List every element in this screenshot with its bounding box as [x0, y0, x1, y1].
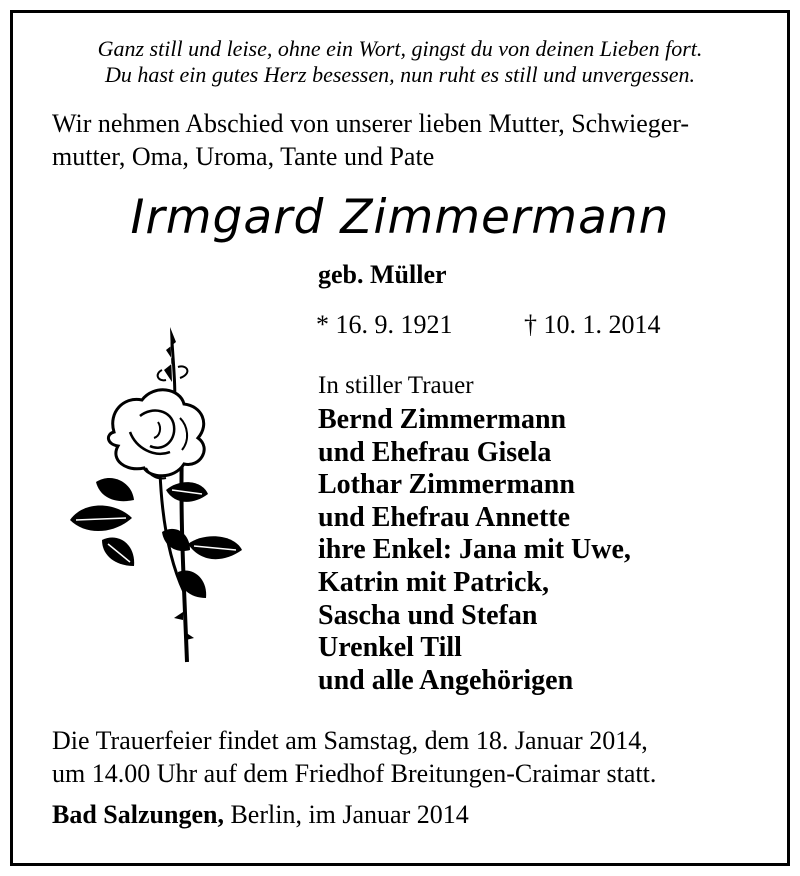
- mourner-line: Lothar Zimmermann: [318, 469, 575, 501]
- mourner-line: Katrin mit Patrick,: [318, 566, 549, 598]
- intro-line-2: mutter, Oma, Uroma, Tante und Pate: [52, 142, 435, 171]
- mourner-line: und Ehefrau Annette: [318, 501, 571, 533]
- death-date: † 10. 1. 2014: [524, 310, 661, 339]
- poem-line-2: Du hast ein gutes Herz besessen, nun ruht es still und unvergessen.: [104, 62, 696, 87]
- mourner-line: Sascha und Stefan: [318, 599, 538, 631]
- deceased-name: Irmgard Zimmermann: [130, 190, 670, 245]
- ceremony-text: [52, 724, 656, 790]
- intro-text: [52, 107, 772, 173]
- rose-icon: [62, 322, 247, 667]
- birth-name: geb. Müller: [318, 260, 447, 289]
- place-date-line: [52, 800, 469, 830]
- mourner-line: und Ehefrau Gisela: [318, 436, 552, 468]
- intro-line-1: Wir nehmen Abschied von unserer lieben Mutter, Schwieger-: [52, 109, 690, 138]
- place-rest: Berlin, im Januar 2014: [230, 800, 469, 829]
- place-bold: Bad Salzungen,: [52, 800, 224, 829]
- mourner-line: ihre Enkel: Jana mit Uwe,: [318, 534, 631, 566]
- mourning-label: In stiller Trauer: [318, 372, 474, 399]
- mourners-list: [318, 404, 631, 697]
- mourner-line: und alle Angehörigen: [318, 664, 574, 696]
- mourner-line: Bernd Zimmermann: [318, 404, 567, 435]
- mourner-line: Urenkel Till: [318, 632, 462, 664]
- birth-date: * 16. 9. 1921: [316, 310, 453, 339]
- ceremony-line-2: um 14.00 Uhr auf dem Friedhof Breitungen-Craimar statt.: [52, 759, 657, 788]
- poem-line-1: Ganz still und leise, ohne ein Wort, gingst du von deinen Lieben fort.: [97, 36, 703, 61]
- ceremony-line-1: Die Trauerfeier findet am Samstag, dem 18. Januar 2014,: [52, 726, 648, 755]
